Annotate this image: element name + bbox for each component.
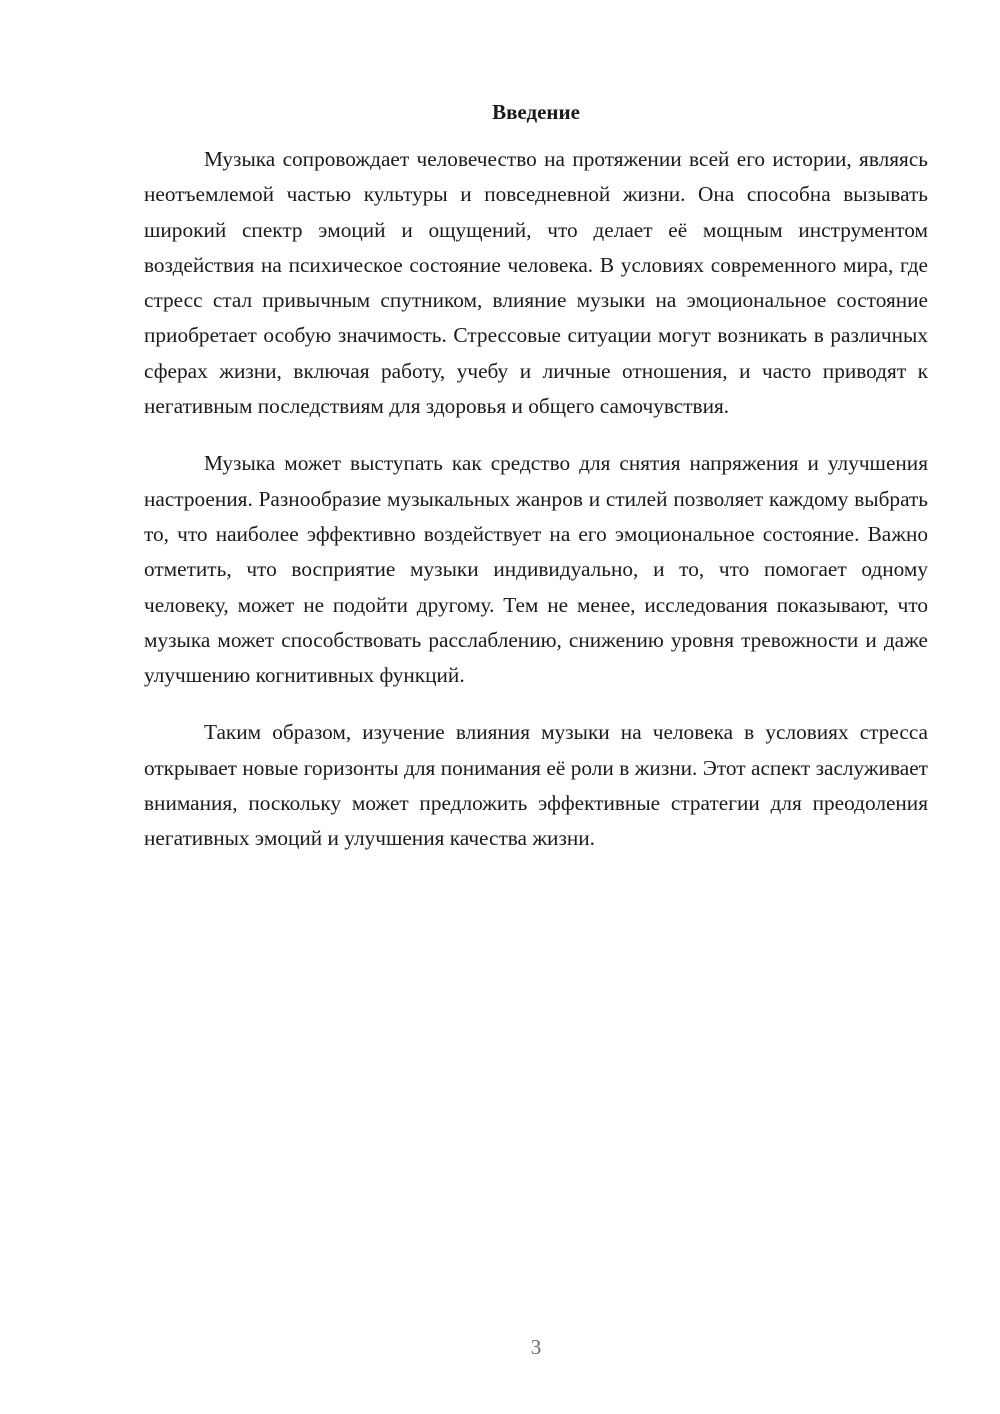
paragraph-3: Таким образом, изучение влияния музыки на человека в условиях стресса открывает новые горизонты для понимания её роли в жизни. Этот аспект заслуживает внимания, поскольку может предложить эффективные стратегии для преодоления негативных эмоций и улучшения качества жизни.: [144, 720, 928, 851]
paragraph-1: Музыка сопровождает человечество на протяжении всей его истории, являясь неотъемлемой частью культуры и повседневной жизни. Она способна вызывать широкий спектр эмоций и ощущений, что делает её мощным инструментом воздействия на психическое состояние человека. В условиях современного мира, где стресс стал привычным спутником, влияние музыки на эмоциональное состояние приобретает особую значимость. Стрессовые ситуации могут возникать в различных сферах жизни, включая работу, учебу и личные отношения, и часто приводят к негативным последствиям для здоровья и общего самочувствия.: [144, 147, 928, 419]
body-text: [144, 142, 928, 879]
section-title: Введение: [492, 100, 580, 124]
paragraph-2: Музыка может выступать как средство для снятия напряжения и улучшения настроения. Разнообразие музыкальных жанров и стилей позволяет каждому выбрать то, что наиболее эффективно воздействует на его эмоциональное состояние. Важно отметить, что восприятие музыки индивидуально, и то, что помогает одному человеку, может не подойти другому. Тем не менее, исследования показывают, что музыка может способствовать расслаблению, снижению уровня тревожности и даже улучшению когнитивных функций.: [144, 451, 928, 688]
page-number: 3: [530, 1335, 542, 1359]
